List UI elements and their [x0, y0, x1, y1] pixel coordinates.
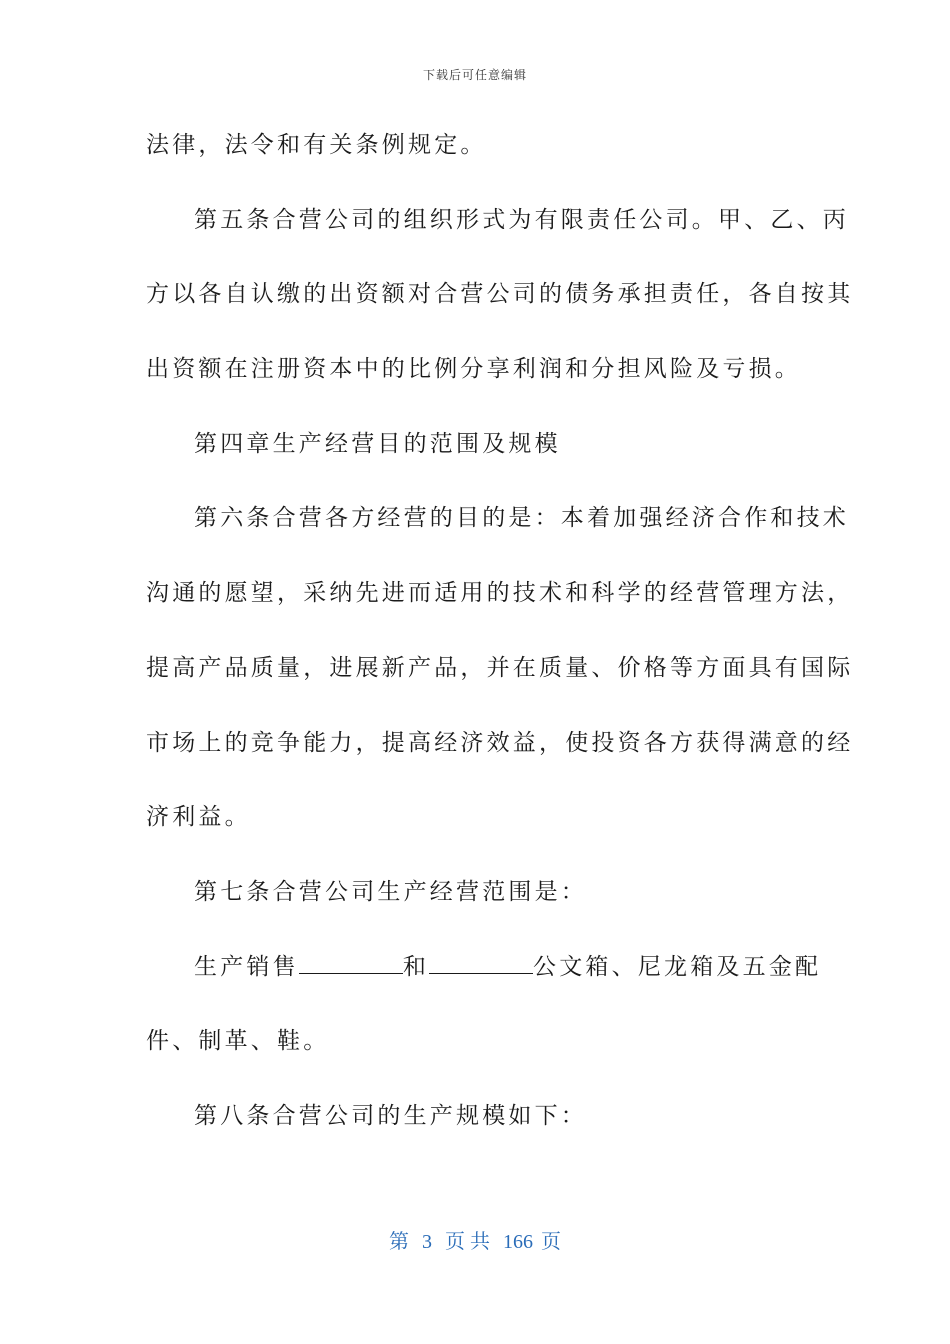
chapter-heading: 第四章生产经营目的范围及规模	[194, 430, 561, 457]
text-line-with-blanks	[146, 947, 822, 1022]
text-line: 第五条合营公司的组织形式为有限责任公司。甲、乙、丙	[194, 206, 849, 233]
footer-suffix: 页	[541, 1231, 561, 1253]
text-line: 提高产品质量，进展新产品，并在质量、价格等方面具有国际	[146, 654, 854, 681]
text-fragment: 生产销售	[194, 953, 299, 980]
text-line: 第八条合营公司的生产规模如下：	[194, 1102, 587, 1129]
text-line: 方以各自认缴的出资额对合营公司的债务承担责任，各自按其	[146, 281, 854, 308]
text-line: 第七条合营公司生产经营范围是：	[194, 878, 587, 905]
document-body	[146, 125, 854, 1171]
page-header: 下载后可任意编辑	[422, 68, 527, 82]
text-line: 件、制革、鞋。	[146, 1028, 330, 1055]
total-page-count: 166	[503, 1231, 533, 1253]
text-line: 济利益。	[146, 804, 251, 831]
fill-in-blank	[299, 955, 403, 974]
text-line: 第六条合营各方经营的目的是：本着加强经济合作和技术	[194, 505, 849, 532]
text-fragment: 和	[402, 953, 430, 980]
text-line: 市场上的竞争能力，提高经济效益，使投资各方获得满意的经	[146, 729, 854, 756]
page-footer	[0, 1225, 950, 1254]
footer-prefix: 第	[389, 1231, 409, 1253]
current-page-number: 3	[422, 1231, 432, 1253]
text-fragment: 公文箱、尼龙箱及五金配	[533, 953, 822, 980]
text-line: 沟通的愿望，采纳先进而适用的技术和科学的经营管理方法，	[146, 580, 854, 607]
text-line: 法律，法令和有关条例规定。	[146, 132, 487, 158]
footer-middle: 页 共	[445, 1231, 490, 1253]
fill-in-blank	[429, 955, 533, 974]
text-line: 出资额在注册资本中的比例分享利润和分担风险及亏损。	[146, 356, 801, 383]
